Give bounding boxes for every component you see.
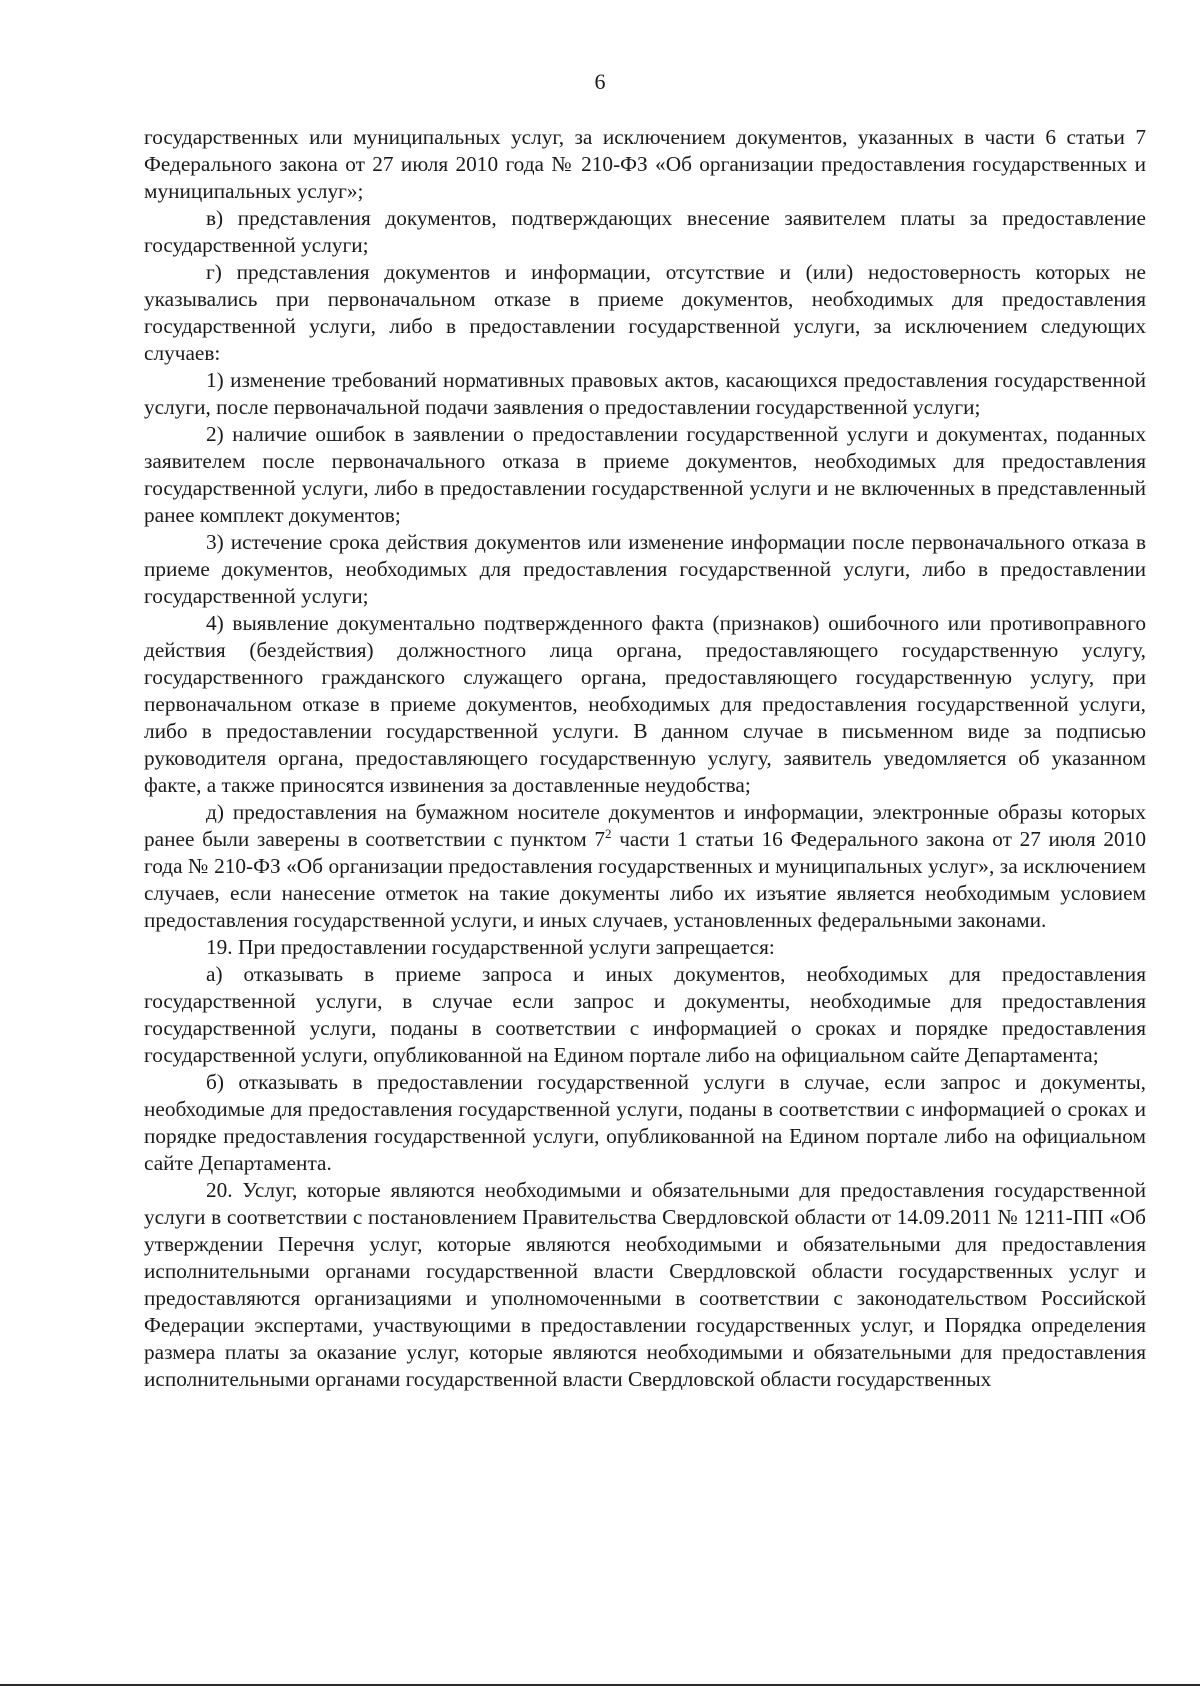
paragraph-item-d-before: д) предоставления на бумажном носителе документов и информации, электронные образы которых ранее были заверены в соответствии с пунктом 7 [144, 800, 1146, 851]
superscript-number: 2 [605, 825, 612, 841]
paragraph-case-1: 1) изменение требований нормативных правовых актов, касающихся предоставления государственной услуги, после первоначальной подачи заявления о предоставлении государственной услуги; [144, 368, 1146, 419]
paragraph-section-20: 20. Услуг, которые являются необходимыми и обязательными для предоставления государственной услуги в соответствии с постановлением Правительства Свердловской области от 14.09.2011 № 1211-ПП «Об утверждении Перечня услуг, которые являются необходимыми и обязательными для предоставления исполнительными органами государственной власти Свердловской области государственных услуг и предоставляются организациями и уполномоченными в соответствии с законодательством Российской Федерации экспертами, участвующими в предоставлении государственных услуг, и Порядка определения размера платы за оказание услуг, которые являются необходимыми и обязательными для предоставления исполнительными органами государственной власти Свердловской области государственных [144, 1178, 1146, 1391]
document-body [144, 124, 1146, 1393]
paragraph-case-4: 4) выявление документально подтвержденного факта (признаков) ошибочного или противоправного действия (бездействия) должностного лица органа, предоставляющего государственную услугу, государственного гражданского служащего органа, предоставляющего государственную услугу, при первоначальном отказе в приеме документов, необходимых для предоставления государственной услуги, либо в предоставлении государственной услуги. В данном случае в письменном виде за подписью руководителя органа, предоставляющего государственную услугу, заявитель уведомляется об указанном факте, а также приносятся извинения за доставленные неудобства; [144, 611, 1146, 797]
paragraph-item-d-after: части 1 статьи 16 Федерального закона от 27 июля 2010 года № 210-ФЗ «Об организации предоставления государственных и муниципальных услуг», за исключением случаев, если нанесение отметок на такие документы либо их изъятие является необходимым условием предоставления государственной услуги, и иных случаев, установленных федеральными законами. [144, 827, 1146, 932]
paragraph-item-b: б) отказывать в предоставлении государственной услуги в случае, если запрос и документы, необходимые для предоставления государственной услуги, поданы в соответствии с информацией о сроках и порядке предоставления государственной услуги, опубликованной на Едином портале либо на официальном сайте Департамента. [144, 1070, 1146, 1175]
paragraph-item-a: а) отказывать в приеме запроса и иных документов, необходимых для предоставления государственной услуги, в случае если запрос и документы, необходимые для предоставления государственной услуги, поданы в соответствии с информацией о сроках и порядке предоставления государственной услуги, опубликованной на Едином портале либо на официальном сайте Департамента; [144, 962, 1146, 1067]
page-number: 6 [594, 69, 606, 94]
scan-bottom-edge-line [0, 1684, 1200, 1686]
paragraph-section-19: 19. При предоставлении государственной услуги запрещается: [206, 935, 775, 959]
paragraph-item-v: в) представления документов, подтверждающих внесение заявителем платы за предоставление государственной услуги; [144, 206, 1146, 257]
paragraph-case-2: 2) наличие ошибок в заявлении о предоставлении государственной услуги и документах, поданных заявителем после первоначального отказа в приеме документов, необходимых для предоставления государственной услуги, либо в предоставлении государственной услуги и не включенных в представленный ранее комплект документов; [144, 422, 1146, 527]
paragraph-continuation: государственных или муниципальных услуг, за исключением документов, указанных в части 6 статьи 7 Федерального закона от 27 июля 2010 года № 210-ФЗ «Об организации предоставления государственных и муниципальных услуг»; [144, 125, 1146, 203]
paragraph-case-3: 3) истечение срока действия документов или изменение информации после первоначального отказа в приеме документов, необходимых для предоставления государственной услуги, либо в предоставлении государственной услуги; [144, 530, 1146, 608]
paragraph-item-g: г) представления документов и информации, отсутствие и (или) недостоверность которых не указывались при первоначальном отказе в приеме документов, необходимых для предоставления государственной услуги, либо в предоставлении государственной услуги, за исключением следующих случаев: [144, 260, 1146, 365]
paragraph-item-d [144, 799, 1146, 934]
